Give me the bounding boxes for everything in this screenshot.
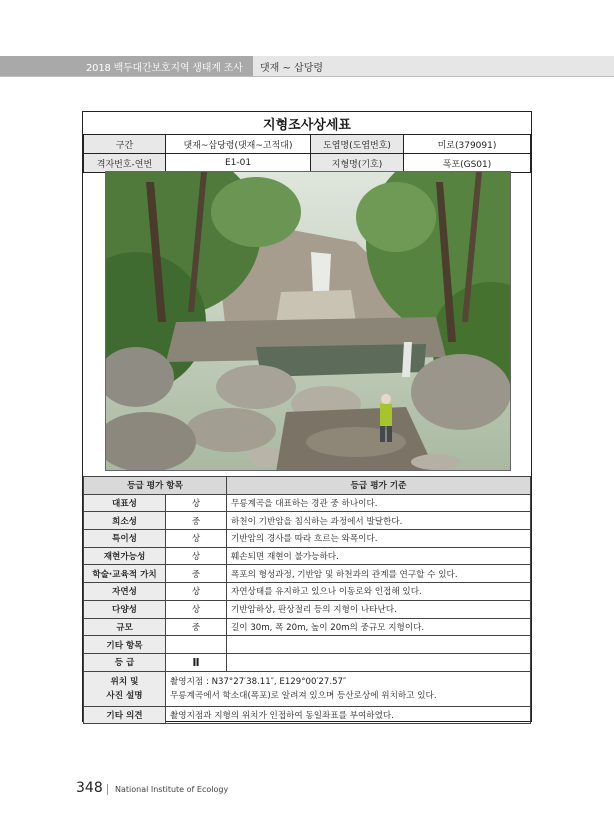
info-row [84,154,531,173]
grade-value [166,636,227,654]
evaluation-row [84,530,531,548]
evaluation-row [84,636,531,654]
item-header: 등급 평가 항목 [84,477,227,495]
overall-grade: Ⅱ [166,653,227,671]
organization-name: National Institute of Ecology [115,785,229,794]
grade-value: 중 [166,618,227,636]
location-label [84,671,166,706]
location-description [166,671,531,706]
other-opinion-label: 기타 의견 [84,706,166,724]
grade-value: 중 [166,565,227,583]
section-title: 댓재 ~ 삽당령 [260,63,324,74]
evaluation-header [84,477,531,495]
grid-number-value: E1-01 [166,154,311,173]
item-label: 대표성 [84,494,166,512]
report-title: 2018 백두대간보호지역 생태계 조사 [86,63,243,74]
criteria-text [227,636,531,654]
evaluation-row [84,600,531,618]
item-label: 재현가능성 [84,547,166,565]
evaluation-row [84,618,531,636]
evaluation-row [84,494,531,512]
item-label: 희소성 [84,512,166,530]
item-label: 자연성 [84,583,166,601]
grade-value: 중 [166,512,227,530]
map-sheet-label: 도엽명(도엽번호) [311,135,404,154]
header-divider [0,76,614,77]
location-label-line: 위치 및 [110,676,139,687]
criteria-text [227,653,531,671]
page-number: 348 [76,780,103,796]
item-label: 특이성 [84,530,166,548]
item-label: 규모 [84,618,166,636]
survey-sheet [82,111,532,722]
coordinates-text: 촬영지점 : N37°27′38.11″, E129°00′27.57″ [170,676,347,687]
criteria-text: 훼손되면 재현이 불가능하다. [227,547,531,565]
grade-value: 상 [166,600,227,618]
criteria-text: 기반암하상, 판상절리 등의 지형이 나타난다. [227,600,531,618]
grade-value: 상 [166,583,227,601]
grid-number-label: 격자번호-연번 [84,154,166,173]
sheet-title: 지형조사상세표 [83,112,531,135]
map-sheet-value: 미로(379091) [404,135,531,154]
section-value: 댓재~삽당령(댓재~고적대) [166,135,311,154]
evaluation-row [84,583,531,601]
section-label: 구간 [84,135,166,154]
grade-value: 상 [166,530,227,548]
criteria-text: 하천이 기반암을 침식하는 과정에서 발달한다. [227,512,531,530]
landform-name-label: 지형명(기호) [311,154,404,173]
landform-name-value: 폭포(GS01) [404,154,531,173]
location-label-line: 사진 설명 [106,690,143,701]
evaluation-table [83,476,531,724]
location-row [84,671,531,706]
footer-separator [107,784,108,795]
grade-value: 상 [166,547,227,565]
waterfall-photo [105,171,511,471]
photo-description-text: 무릉계곡에서 학소대(폭포)로 알려져 있으며 등산로상에 위치하고 있다. [170,690,437,701]
grade-value: 상 [166,494,227,512]
item-label: 기타 항목 [84,636,166,654]
criteria-text: 무릉계곡을 대표하는 경관 중 하나이다. [227,494,531,512]
info-table [83,134,531,173]
info-row [84,135,531,154]
evaluation-row [84,547,531,565]
other-opinion-row [84,706,531,724]
grade-label: 등 급 [84,653,166,671]
criteria-text: 폭포의 형성과정, 기반암 및 하천과의 관계를 연구할 수 있다. [227,565,531,583]
evaluation-row [84,512,531,530]
evaluation-row [84,565,531,583]
grade-summary-row [84,653,531,671]
other-opinion-text: 촬영지점과 지형의 위치가 인접하여 동일좌표를 부여하였다. [166,706,531,724]
criteria-header: 등급 평가 기준 [227,477,531,495]
criteria-text: 기반암의 경사를 따라 흐르는 와폭이다. [227,530,531,548]
criteria-text: 자연상태를 유지하고 있으나 이동로와 인접해 있다. [227,583,531,601]
criteria-text: 길이 30m, 폭 20m, 높이 20m의 중규모 지형이다. [227,618,531,636]
item-label: 학술·교육적 가치 [84,565,166,583]
item-label: 다양성 [84,600,166,618]
